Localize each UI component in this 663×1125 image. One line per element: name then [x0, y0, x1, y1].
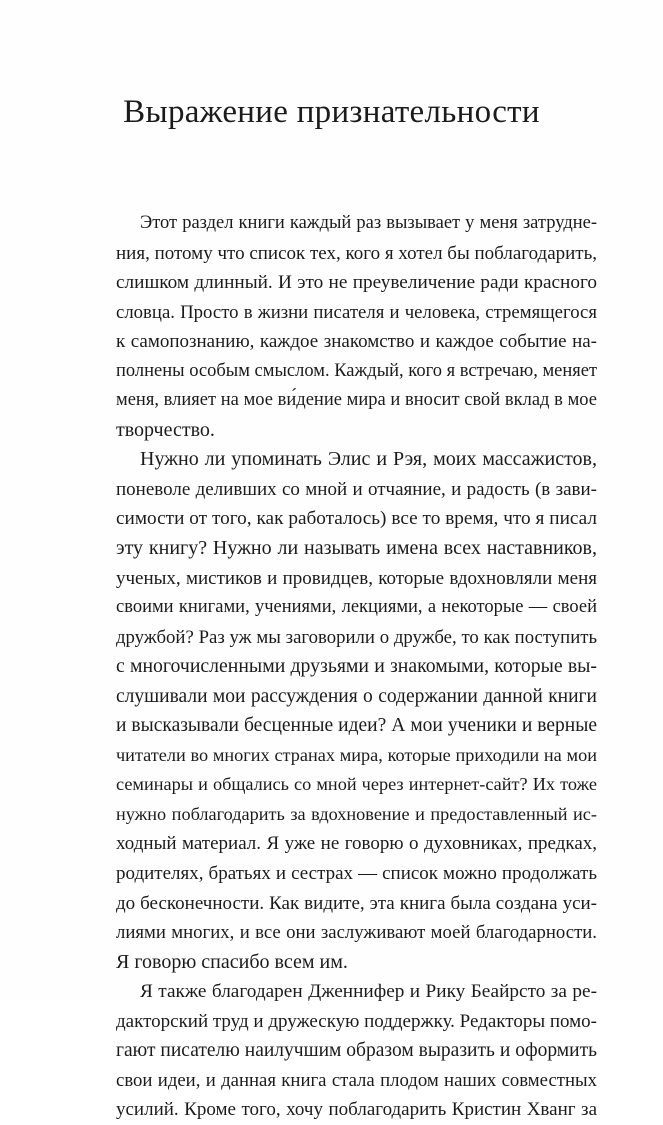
text-line: словца. Просто в жизни писателя и человека, стремящегося: [116, 301, 597, 323]
text-line: слишком длинный. И это не преувеличение ради красного: [116, 272, 597, 294]
text-line: симости от того, как работалось) все то время, что я писал: [116, 508, 597, 530]
paragraph-1: [116, 209, 597, 445]
text-line: дакторский труд и дружескую поддержку. Редакторы помо-: [116, 1010, 597, 1032]
text-line: читатели во многих странах мира, которые приходили на мои: [116, 744, 597, 765]
text-line: гают писателю наилучшим образом выразить и оформить: [116, 1040, 597, 1062]
text-line: Этот раздел книги каждый раз вызывает у меня затрудне-: [140, 213, 597, 233]
text-line: Я также благодарен Дженнифер и Рику Беайрсто за ре-: [140, 981, 597, 1003]
text-line: и высказывали бесценные идеи? А мои ученики и верные: [116, 715, 597, 737]
text-line: нужно поблагодарить за вдохновение и предоставленный ис-: [116, 803, 597, 824]
page-title: Выражение признательности: [123, 94, 540, 130]
text-line: дружбой? Раз уж мы заговорили о дружбе, то как поступить: [116, 626, 597, 648]
text-line: с многочисленными друзьями и знакомыми, которые вы-: [116, 655, 597, 678]
text-line: семинары и общались со мной через интернет-сайт? Их тоже: [116, 774, 597, 795]
text-line: свои идеи, и данная книга стала плодом наших совместных: [116, 1069, 597, 1091]
text-line: творчество.: [116, 418, 215, 441]
text-line: до бесконечности. Как видите, эта книга была создана уси-: [116, 892, 597, 914]
paragraph-2: [116, 445, 597, 977]
text-line: меня, влияет на мое ви́дение мира и вносит свой вклад в мое: [116, 390, 597, 411]
text-line: своими книгами, учениями, лекциями, а некоторые — своей: [116, 597, 597, 618]
text-line: Нужно ли упоминать Элис и Рэя, моих массажистов,: [140, 448, 597, 471]
text-line: лиями многих, и все они заслуживают моей благодарности.: [116, 922, 597, 944]
text-line: Я говорю спасибо всем им.: [116, 950, 348, 973]
text-line: эту книгу? Нужно ли называть имена всех наставников,: [116, 537, 597, 560]
body-text: [116, 209, 597, 1125]
text-line: усилий. Кроме того, хочу поблагодарить Кристин Хванг за: [116, 1099, 597, 1121]
text-line: поневоле деливших со мной и отчаяние, и радость (в зави-: [116, 478, 597, 500]
text-line: к самопознанию, каждое знакомство и каждое событие на-: [116, 331, 597, 353]
text-line: ходный материал. Я уже не говорю о духовниках, предках,: [116, 833, 597, 855]
paragraph-3: [116, 977, 597, 1125]
text-line: слушивали мои рассуждения о содержании данной книги: [116, 685, 597, 707]
text-line: ния, потому что список тех, кого я хотел бы поблагодарить,: [116, 242, 598, 264]
text-line: полнены особым смыслом. Каждый, кого я встречаю, меняет: [116, 360, 598, 381]
text-line: родителях, братьях и сестрах — список можно продолжать: [116, 863, 597, 885]
text-line: ученых, мистиков и провидцев, которые вдохновляли меня: [116, 567, 597, 589]
